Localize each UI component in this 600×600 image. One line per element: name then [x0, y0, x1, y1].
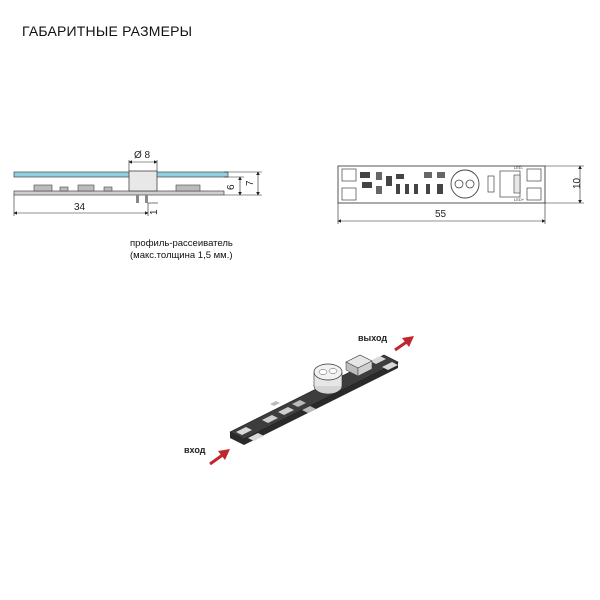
perspective-sensor [314, 364, 342, 380]
led-plus-label: LED+ [514, 197, 525, 202]
top-view [338, 165, 584, 224]
note-line-1: профиль-рассеиватель [130, 238, 233, 249]
dim-offset: 1 [149, 209, 160, 215]
side-pcb [14, 191, 224, 195]
dim-diameter: Ø 8 [134, 150, 151, 161]
input-arrow-icon [210, 449, 230, 464]
dim-width: 55 [435, 209, 447, 220]
input-label: вход [184, 445, 206, 455]
perspective-pcb [230, 355, 398, 439]
side-view [14, 150, 262, 216]
page-title: ГАБАРИТНЫЕ РАЗМЕРЫ [22, 23, 193, 39]
dim-length: 34 [74, 202, 86, 213]
output-label: выход [358, 333, 388, 343]
sensor-body [129, 171, 157, 191]
dim-height: 10 [572, 177, 583, 189]
note-line-2: (макс.толщина 1,5 мм.) [130, 250, 233, 261]
led-minus-label: LED- [514, 165, 524, 170]
dim-height-inner: 6 [226, 184, 237, 190]
dim-height-total: 7 [245, 180, 256, 186]
perspective-view [184, 333, 414, 464]
diffuser-profile [14, 172, 228, 177]
output-arrow-icon [395, 336, 414, 350]
